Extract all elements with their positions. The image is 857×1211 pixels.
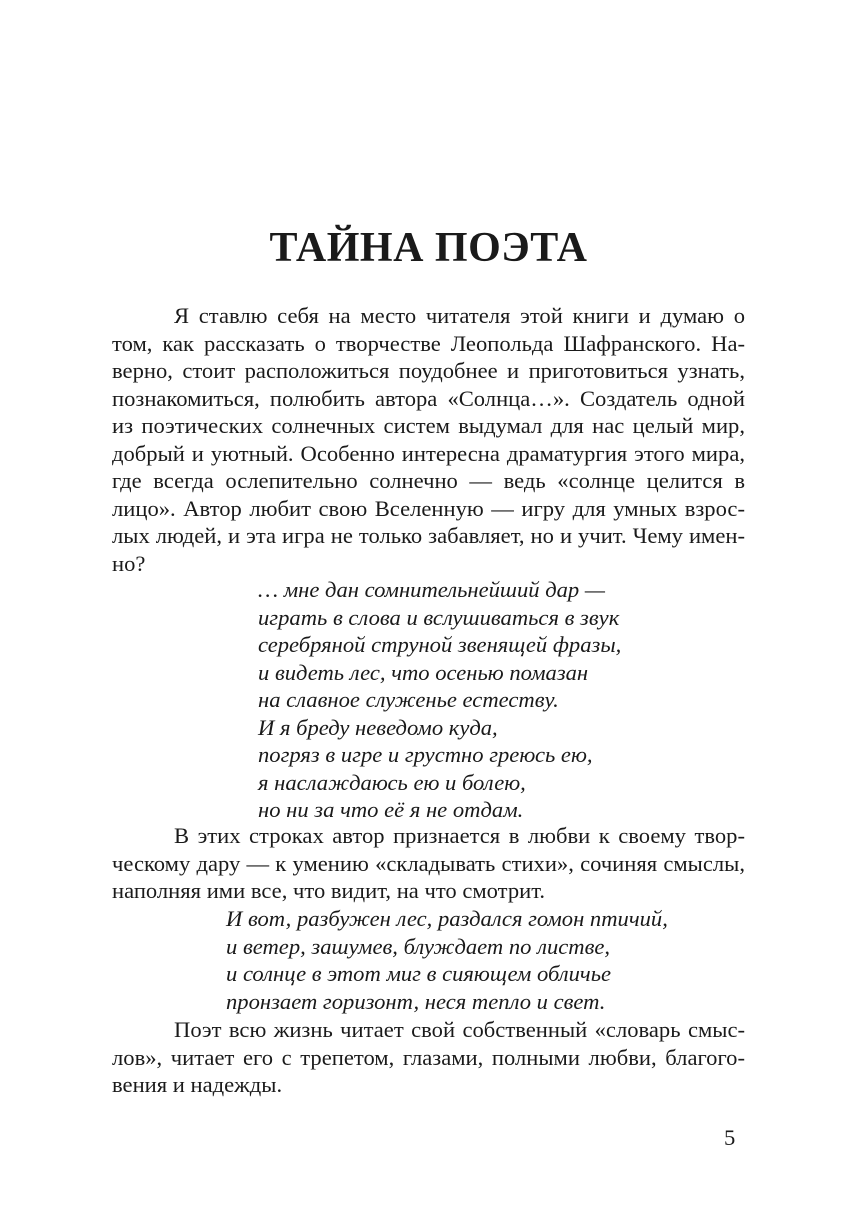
- text-line: вения и надежды.: [112, 1072, 283, 1097]
- paragraph-3: [112, 1016, 745, 1099]
- text-line: Я ставлю себя на место читателя этой книги и думаю о: [174, 303, 745, 328]
- poem-verse: и ветер, зашумев, блуждает по листве,: [226, 933, 611, 959]
- text-line: познакомиться, полюбить автора «Солнца…». Создатель одной: [112, 385, 745, 411]
- page-number: 5: [724, 1125, 736, 1150]
- paragraph-2: [112, 822, 745, 905]
- poem-verse: погряз в игре и грустно греюсь ею,: [258, 742, 593, 767]
- poem-verse: но ни за что её я не отдам.: [258, 797, 524, 822]
- text-line: том, как рассказать о творчестве Леопольда Шафранского. На-: [112, 330, 745, 356]
- poem-verse: и видеть лес, что осенью помазан: [258, 659, 589, 685]
- text-line: лицо». Автор любит свою Вселенную — игру для умных взрос-: [112, 495, 745, 521]
- text-line: лых людей, и эта игра не только забавляет, но и учит. Чему имен-: [112, 523, 745, 548]
- text-line: наполняя ими все, что видит, на что смотрит.: [112, 878, 546, 903]
- paragraph-1: [112, 302, 745, 577]
- poem-verse: … мне дан сомнительнейший дар —: [258, 577, 605, 602]
- text-line: добрый и уютный. Особенно интересна драматургия этого мира,: [112, 440, 745, 466]
- poem-verse: пронзает горизонт, неся тепло и свет.: [226, 988, 606, 1014]
- poem-verse: И я бреду неведомо куда,: [258, 714, 498, 740]
- text-line: В этих строках автор признается в любви к своему твор-: [174, 823, 745, 848]
- text-line: лов», читает его с трепетом, глазами, полными любви, благого-: [112, 1044, 745, 1070]
- poem-verse: я наслаждаюсь ею и болею,: [258, 769, 526, 795]
- poem-verse: серебряной струной звенящей фразы,: [258, 632, 622, 657]
- text-line: где всегда ослепительно солнечно — ведь «солнце целится в: [112, 468, 745, 493]
- poem-verse: и солнце в этот миг в сияющем обличье: [226, 961, 612, 986]
- page-title: ТАЙНА ПОЭТА: [269, 225, 588, 271]
- poem-quote-1: [258, 576, 621, 824]
- poem-verse: играть в слова и вслушиваться в звук: [258, 604, 620, 630]
- text-line: верно, стоит расположиться поудобнее и приготовиться узнать,: [112, 358, 745, 383]
- text-line: ческому дару — к умению «складывать стихи», сочиняя смыслы,: [112, 850, 745, 876]
- text-line: из поэтических солнечных систем выдумал для нас целый мир,: [112, 413, 745, 438]
- text-line: Поэт всю жизнь читает свой собственный «словарь смыс-: [174, 1017, 745, 1042]
- text-line: но?: [112, 550, 146, 576]
- poem-verse: И вот, разбужен лес, раздался гомон птичий,: [226, 906, 668, 931]
- poem-verse: на славное служенье естеству.: [258, 687, 559, 712]
- poem-quote-2: [226, 905, 668, 1015]
